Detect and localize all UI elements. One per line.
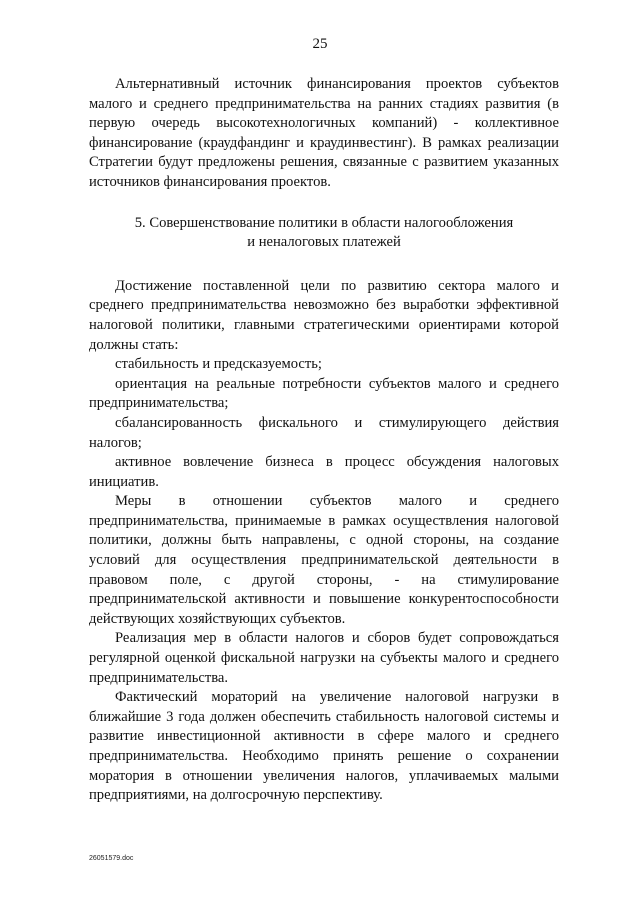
list-item-balance: сбалансированность фискального и стимулирующего действия налогов; — [89, 414, 559, 451]
paragraph-fiscal-assessment: Реализация мер в области налогов и сборов будет сопровождаться регулярной оценкой фискальной нагрузки на субъекты малого и среднего предпринимательства. — [89, 630, 559, 686]
section-heading-line-2: и неналоговых платежей — [247, 234, 401, 251]
list-item-orientation: ориентация на реальные потребности субъектов малого и среднего предпринимательства; — [89, 375, 559, 412]
paragraph-tax-policy-intro: Достижение поставленной цели по развитию сектора малого и среднего предпринимательства невозможно без выработки эффективной налоговой политики, главными стратегическими ориентирами которой должны стать: — [89, 277, 559, 353]
list-item-stability: стабильность и предсказуемость; — [115, 356, 322, 373]
section-heading — [89, 214, 559, 253]
list-item-business-involvement: активное вовлечение бизнеса в процесс обсуждения налоговых инициатив. — [89, 454, 559, 490]
page-number: 25 — [312, 36, 328, 52]
paragraph-measures: Меры в отношении субъектов малого и среднего предпринимательства, принимаемые в рамках осуществления налоговой политики, должны быть направлены, с одной стороны, на создание условий для осуществления предпринимательской деятельности в правовом поле, с другой стороны, - на стимулирование предпринимательской активности и повышение конкурентоспособности действующих хозяйствующих субъектов. — [89, 493, 559, 627]
paragraph-crowdfunding: Альтернативный источник финансирования проектов субъектов малого и среднего предпринимательства на ранних стадиях развития (в первую очередь высокотехнологичных компаний) - коллективное финансирование (краудфандинг и краудинвестинг). В рамках реализации Стратегии будут предложены решения, связанные с развитием указанных источников финансирования проектов. — [89, 76, 559, 190]
footer-filename: 26051579.doc — [89, 855, 134, 862]
document-body — [89, 75, 559, 806]
paragraph-moratorium: Фактический мораторий на увеличение налоговой нагрузки в ближайшие 3 года должен обеспечить стабильность налоговой системы и развитие инвестиционной активности в сфере малого и среднего предпринимательства. Необходимо принять решение о сохранении моратория в отношении увеличения налогов, уплачиваемых малыми предприятиями, на долгосрочную перспективу. — [89, 689, 559, 804]
section-heading-line-1: 5. Совершенствование политики в области налогообложения — [134, 214, 514, 231]
